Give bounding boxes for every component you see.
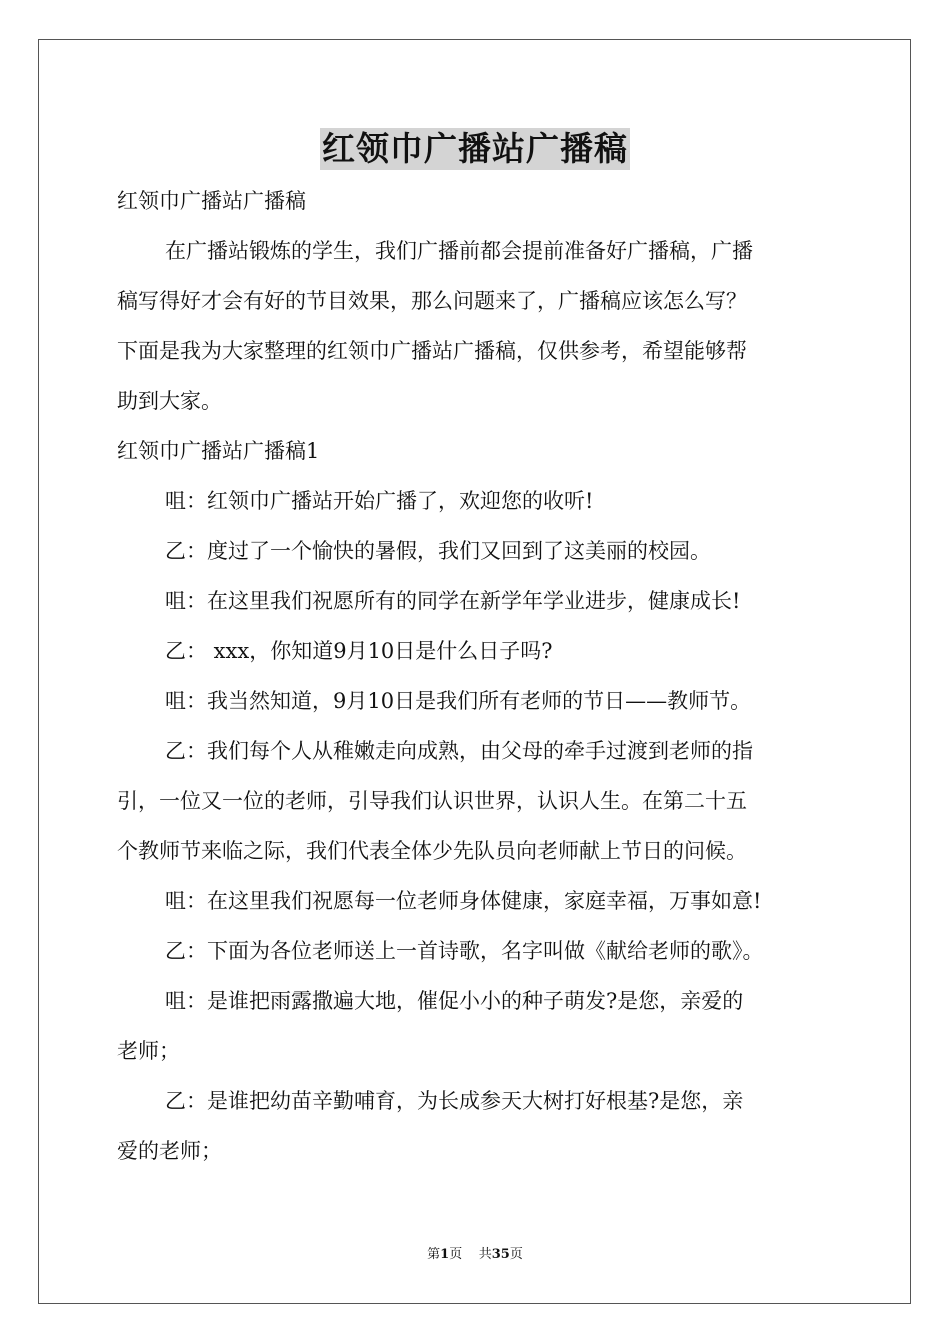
total-prefix: 共 bbox=[478, 1247, 492, 1262]
page-suffix: 页 bbox=[449, 1247, 463, 1262]
intro-line: 助到大家。 bbox=[117, 389, 222, 413]
intro-line: 稿写得好才会有好的节目效果，那么问题来了，广播稿应该怎么写？ bbox=[117, 289, 747, 313]
script-line: 咀：在这里我们祝愿所有的同学在新学年学业进步，健康成长! bbox=[165, 589, 741, 613]
title-container bbox=[0, 128, 950, 170]
total-pages: 35 bbox=[491, 1247, 510, 1262]
script-lines bbox=[117, 476, 837, 1176]
script-line: 个教师节来临之际，我们代表全体少先队员向老师献上节日的问候。 bbox=[117, 839, 747, 863]
script-line: 爱的老师； bbox=[117, 1139, 222, 1163]
script-line: 咀：红领巾广播站开始广播了，欢迎您的收听! bbox=[165, 489, 594, 513]
intro-line: 下面是我为大家整理的红领巾广播站广播稿，仅供参考，希望能够帮 bbox=[117, 339, 747, 363]
script-line: 乙： xxx，你知道9月10日是什么日子吗? bbox=[165, 639, 553, 663]
script-line: 乙：下面为各位老师送上一首诗歌，名字叫做《献给老师的歌》。 bbox=[165, 939, 764, 963]
section-heading: 红领巾广播站广播稿1 bbox=[117, 439, 320, 463]
script-line: 咀：我当然知道，9月10日是我们所有老师的节日——教师节。 bbox=[165, 689, 752, 713]
page-prefix: 第 bbox=[427, 1247, 441, 1262]
intro-line: 在广播站锻炼的学生，我们广播前都会提前准备好广播稿，广播 bbox=[165, 239, 753, 263]
script-line: 乙：我们每个人从稚嫩走向成熟，由父母的牵手过渡到老师的指 bbox=[165, 739, 753, 763]
document-body bbox=[117, 176, 837, 1176]
document-subtitle: 红领巾广播站广播稿 bbox=[117, 189, 306, 213]
script-line: 咀：是谁把雨露撒遍大地，催促小小的种子萌发?是您，亲爱的 bbox=[165, 989, 744, 1013]
script-line: 乙：度过了一个愉快的暑假，我们又回到了这美丽的校园。 bbox=[165, 539, 711, 563]
document-title: 红领巾广播站广播稿 bbox=[322, 129, 628, 168]
script-line: 老师； bbox=[117, 1039, 180, 1063]
script-line: 咀：在这里我们祝愿每一位老师身体健康，家庭幸福，万事如意! bbox=[165, 889, 762, 913]
page-number: 1 bbox=[440, 1247, 450, 1262]
script-line: 乙：是谁把幼苗辛勤哺育，为长成参天大树打好根基?是您，亲 bbox=[165, 1089, 744, 1113]
script-line: 引，一位又一位的老师，引导我们认识世界，认识人生。在第二十五 bbox=[117, 789, 747, 813]
page-footer bbox=[0, 1246, 950, 1264]
total-suffix: 页 bbox=[509, 1247, 523, 1262]
